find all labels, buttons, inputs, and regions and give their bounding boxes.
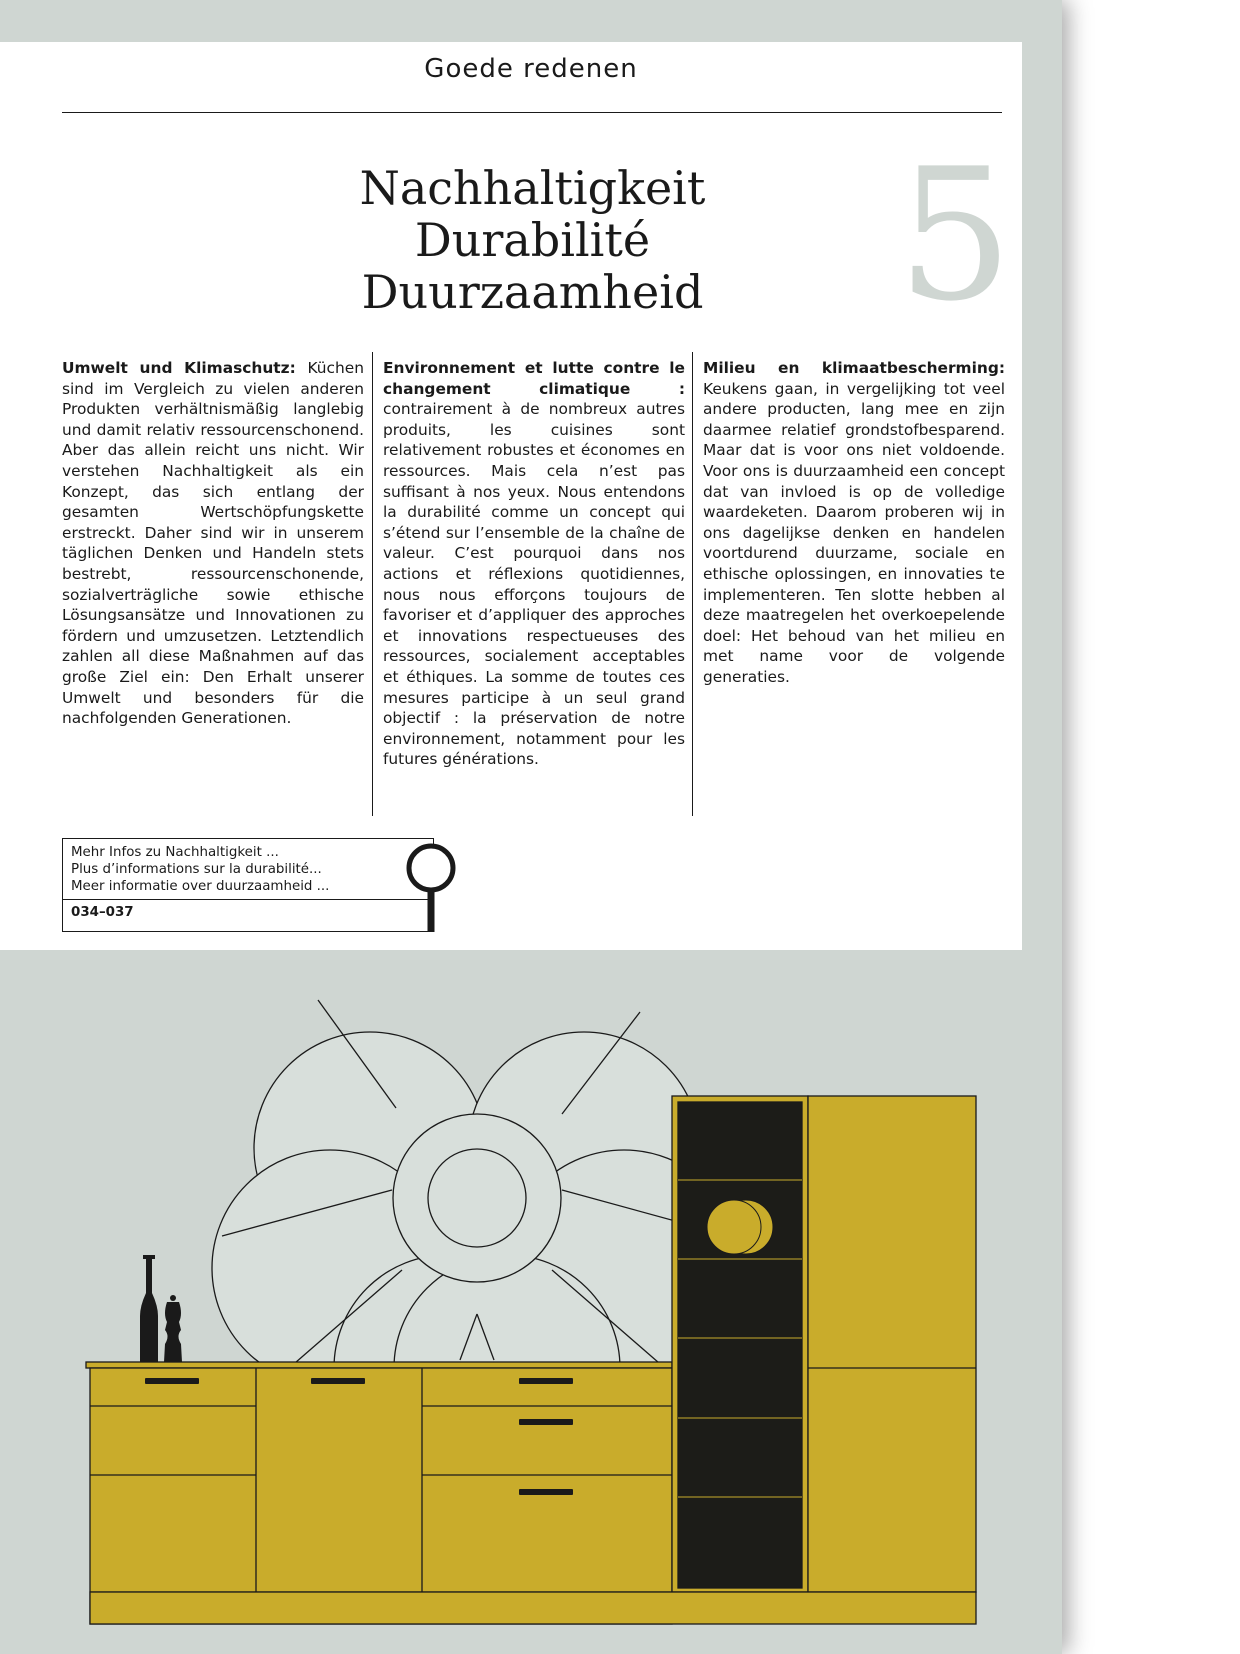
column-text: Küchen sind im Vergleich zu vielen anderen Produkten verhältnismäßig langlebig und damit relativ ressourcenschonend. Aber das allein reicht uns nicht. Wir verstehen Nachhaltigkeit als ein Konzept, das sich entlang der gesamten Wertschöpfungskette erstreckt. Daher sind wir in unserem täglichen Denken und Handeln stets bestrebt, ressourcenschonende, sozialverträgliche sowie ethische Lösungsansätze und Innovationen zu fördern und umzusetzen. Letztendlich zahlen all diese Maßnahmen auf das große Ziel ein: Den Erhalt unserer Umwelt und besonders für die nachfolgenden Generationen. xyxy=(62,359,364,728)
pepper-mill-icon xyxy=(164,1295,182,1362)
more-info-fr: Plus d’informations sur la durabilité... xyxy=(71,862,322,877)
column-heading: Umwelt und Klimaschutz: xyxy=(62,359,308,377)
plate-center xyxy=(428,1149,526,1247)
drawer-handle xyxy=(519,1419,573,1425)
more-info-nl: Meer informatie over duurzaamheid ... xyxy=(71,879,330,894)
drawer-handle xyxy=(519,1489,573,1495)
drawer-handle xyxy=(519,1378,573,1384)
column-french xyxy=(383,358,685,770)
magnifier-icon xyxy=(406,842,456,934)
page-reference: 034–037 xyxy=(71,905,134,920)
tall-cabinet xyxy=(808,1096,976,1592)
more-info-de: Mehr Infos zu Nachhaltigkeit ... xyxy=(71,845,279,860)
column-text: Keukens gaan, in vergelijking tot veel andere producten, lang mee en zijn daarmee relatief grondstofbesparend. Maar dat is voor ons niet voldoende. Voor ons is duurzaamheid een concept dat van invloed is op de volledige waardeketen. Daarom proberen wij in ons dagelijkse denken en handelen voortdurend duurzame, sociale en ethische oplossingen, en innovaties te implementeren. Ten slotte hebben al deze maatregelen het overkoepelende doel: Het behoud van het milieu en met name voor de volgende generaties. xyxy=(703,379,1005,686)
tall-unit-open-shelf xyxy=(678,1102,802,1588)
drawer-handle xyxy=(311,1378,365,1384)
header-rule xyxy=(62,112,1002,113)
title-nl: Duurzaamheid xyxy=(361,265,704,319)
more-info-lines xyxy=(71,844,329,895)
column-heading: Environnement et lutte contre le changement climatique : xyxy=(383,359,685,398)
kitchen-illustration xyxy=(0,950,1062,1654)
countertop xyxy=(86,1362,672,1368)
more-info-box[interactable] xyxy=(62,838,434,932)
column-german xyxy=(62,358,364,729)
page-title xyxy=(300,162,765,318)
column-text: contrairement à de nombreux autres produits, les cuisines sont relativement robustes et économes en ressources. Mais cela n’est pas suffisant à nos yeux. Nous entendons la durabilité comme un concept qui s’étend sur l’ensemble de la chaîne de valeur. C’est pourquoi dans nos actions et réflexions quotidiennes, nous nous efforçons toujours de favoriser et d’appliquer des approches et innovations respectueuses des ressources, socialement acceptables et éthiques. La somme de toutes ces mesures participe à un seul grand objectif : la préservation de notre environnement, notamment pour les futures générations. xyxy=(383,400,685,769)
shelf-bowl xyxy=(707,1200,761,1254)
section-label: Goede redenen xyxy=(424,54,638,84)
drawer-handle xyxy=(145,1378,199,1384)
info-box-divider xyxy=(63,899,433,900)
title-de: Nachhaltigkeit xyxy=(359,161,706,215)
column-heading: Milieu en klimaatbescherming: xyxy=(703,359,1005,377)
title-fr: Durabilité xyxy=(414,213,651,267)
plinth xyxy=(90,1592,976,1624)
column-divider xyxy=(372,352,373,816)
oil-bottle-icon xyxy=(140,1255,158,1362)
chapter-number: 5 xyxy=(897,129,1013,341)
column-divider xyxy=(692,352,693,816)
column-dutch xyxy=(703,358,1005,688)
